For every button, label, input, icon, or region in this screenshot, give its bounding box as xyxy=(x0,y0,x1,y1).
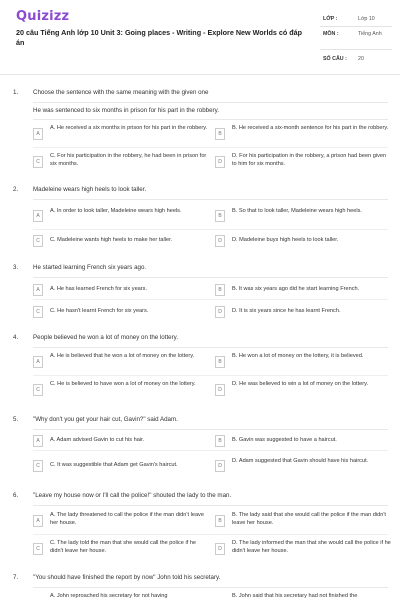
option-text: B. He received a six-month sentence for his part in the robbery. xyxy=(232,125,389,131)
option-letter-box[interactable]: B xyxy=(215,515,225,527)
option-letter-box[interactable]: D xyxy=(215,156,225,168)
option-letter-box[interactable]: A xyxy=(33,210,43,222)
question-text: "You should have finished the report by now" John told his secretary. xyxy=(33,574,221,581)
option-divider xyxy=(33,450,388,451)
question-number: 7. xyxy=(13,574,19,581)
option-letter-box[interactable]: C xyxy=(33,460,43,472)
meta-divider xyxy=(320,26,392,27)
option-text: B. It was six years ago did he start learning French. xyxy=(232,286,360,292)
option-text: B. He won a lot of money on the lottery, it is believed. xyxy=(232,353,364,359)
question-divider xyxy=(33,347,388,348)
option-letter-box[interactable]: D xyxy=(215,543,225,555)
option-text: A. He received a six months in prison for his part in the robbery. xyxy=(50,125,208,131)
option-letter-box[interactable]: C xyxy=(33,384,43,396)
option-text: D. He was believed to win a lot of money on the lottery. xyxy=(232,381,369,387)
question-number: 1. xyxy=(13,89,19,96)
meta-subject-label: MÔN : xyxy=(323,31,339,37)
option-text: B. The lady said that she would call the police if the man didn't leave her house. xyxy=(232,512,386,526)
option-text: B. So that to look taller, Madeleine wears high heels. xyxy=(232,208,362,214)
meta-grade-value: Lớp 10 xyxy=(358,16,375,22)
meta-count-value: 20 xyxy=(358,56,364,62)
option-text: C. The lady told the man that she would call the police if he didn't leave her house. xyxy=(50,540,197,554)
option-text: A. John reproached his secretary for not having xyxy=(50,593,168,599)
option-text: C. It was suggestible that Adam get Gavin's haircut. xyxy=(50,462,178,468)
meta-subject-value: Tiếng Anh xyxy=(358,31,382,37)
option-letter-box[interactable]: C xyxy=(33,235,43,247)
question-text: He started learning French six years ago. xyxy=(33,264,147,271)
option-letter-box[interactable]: A xyxy=(33,284,43,296)
option-letter-box[interactable]: C xyxy=(33,306,43,318)
option-letter-box[interactable]: B xyxy=(215,284,225,296)
page-title: 20 câu Tiếng Anh lớp 10 Unit 3: Going places - Writing - Explore New Worlds có đáp án xyxy=(16,28,302,47)
option-text: D. For his participation in the robbery, a prison had been given to him for six months. xyxy=(232,153,387,167)
question-text: "Leave my house now or I'll call the police!" shouted the lady to the man. xyxy=(33,492,232,499)
option-letter-box[interactable]: D xyxy=(215,460,225,472)
option-text: C. He is believed to have won a lot of money on the lottery. xyxy=(50,381,196,387)
option-letter-box[interactable]: B xyxy=(215,356,225,368)
option-letter-box[interactable]: C xyxy=(33,543,43,555)
option-letter-box[interactable]: B xyxy=(215,210,225,222)
option-text: D. Madeleine buys high heels to look taller. xyxy=(232,237,339,243)
option-text: A. He is believed that he won a lot of money on the lottery. xyxy=(50,353,195,359)
option-divider xyxy=(33,375,388,376)
option-text: B. John said that his secretary had not finished the xyxy=(232,593,358,599)
question-divider xyxy=(33,505,388,506)
option-text: D. It is six years since he has learnt French. xyxy=(232,308,341,314)
option-letter-box[interactable]: B xyxy=(215,435,225,447)
option-letter-box[interactable]: A xyxy=(33,435,43,447)
quizizz-logo[interactable]: Quizizz xyxy=(16,9,70,24)
option-text: C. For his participation in the robbery, he had been in prison for six months. xyxy=(50,153,207,167)
option-letter-box[interactable]: B xyxy=(215,128,225,140)
option-text: A. The lady threatened to call the police if the man didn't leave her house. xyxy=(50,512,204,526)
option-divider xyxy=(33,299,388,300)
question-number: 5. xyxy=(13,416,19,423)
option-text: A. Adam advised Gavin to cut his hair. xyxy=(50,437,145,443)
question-text: He was sentenced to six months in prison for his part in the robbery. xyxy=(33,107,219,114)
option-letter-box[interactable]: D xyxy=(215,306,225,318)
question-instruction: Choose the sentence with the same meaning with the given one xyxy=(33,89,209,96)
question-divider xyxy=(33,199,388,200)
option-letter-box[interactable]: A xyxy=(33,515,43,527)
question-divider xyxy=(33,587,388,588)
option-text: A. He has learned French for six years. xyxy=(50,286,148,292)
meta-grade-label: LỚP : xyxy=(323,16,338,22)
meta-count-label: SỐ CÂU : xyxy=(323,56,347,62)
option-text: A. In order to look taller, Madeleine wears high heels. xyxy=(50,208,182,214)
header-divider xyxy=(0,74,400,75)
option-text: C. Madeleine wants high heels to make her taller. xyxy=(50,237,173,243)
question-divider xyxy=(33,102,388,103)
question-number: 6. xyxy=(13,492,19,499)
option-letter-box[interactable]: A xyxy=(33,356,43,368)
option-letter-box[interactable]: D xyxy=(215,235,225,247)
option-text: D. The lady informed the man that she would call the police if he didn't leave her house. xyxy=(232,540,391,554)
option-divider xyxy=(33,229,388,230)
option-letter-box[interactable]: D xyxy=(215,384,225,396)
option-text: C. He hasn't learnt French for six years. xyxy=(50,308,149,314)
question-text: "Why don't you get your hair cut, Gavin?" said Adam. xyxy=(33,416,178,423)
option-letter-box[interactable]: C xyxy=(33,156,43,168)
option-text: B. Gavin was suggested to have a haircut. xyxy=(232,437,337,443)
option-divider xyxy=(33,147,388,148)
meta-divider xyxy=(320,49,392,50)
question-divider xyxy=(33,429,388,430)
question-number: 3. xyxy=(13,264,19,271)
option-letter-box[interactable]: A xyxy=(33,128,43,140)
question-text: Madeleine wears high heels to look taller. xyxy=(33,186,147,193)
question-text: People believed he won a lot of money on the lottery. xyxy=(33,334,179,341)
question-divider xyxy=(33,119,388,120)
question-divider xyxy=(33,277,388,278)
question-number: 4. xyxy=(13,334,19,341)
option-divider xyxy=(33,534,388,535)
question-number: 2. xyxy=(13,186,19,193)
option-text: D. Adam suggested that Gavin should have his haircut. xyxy=(232,458,369,464)
page-header xyxy=(0,0,400,72)
